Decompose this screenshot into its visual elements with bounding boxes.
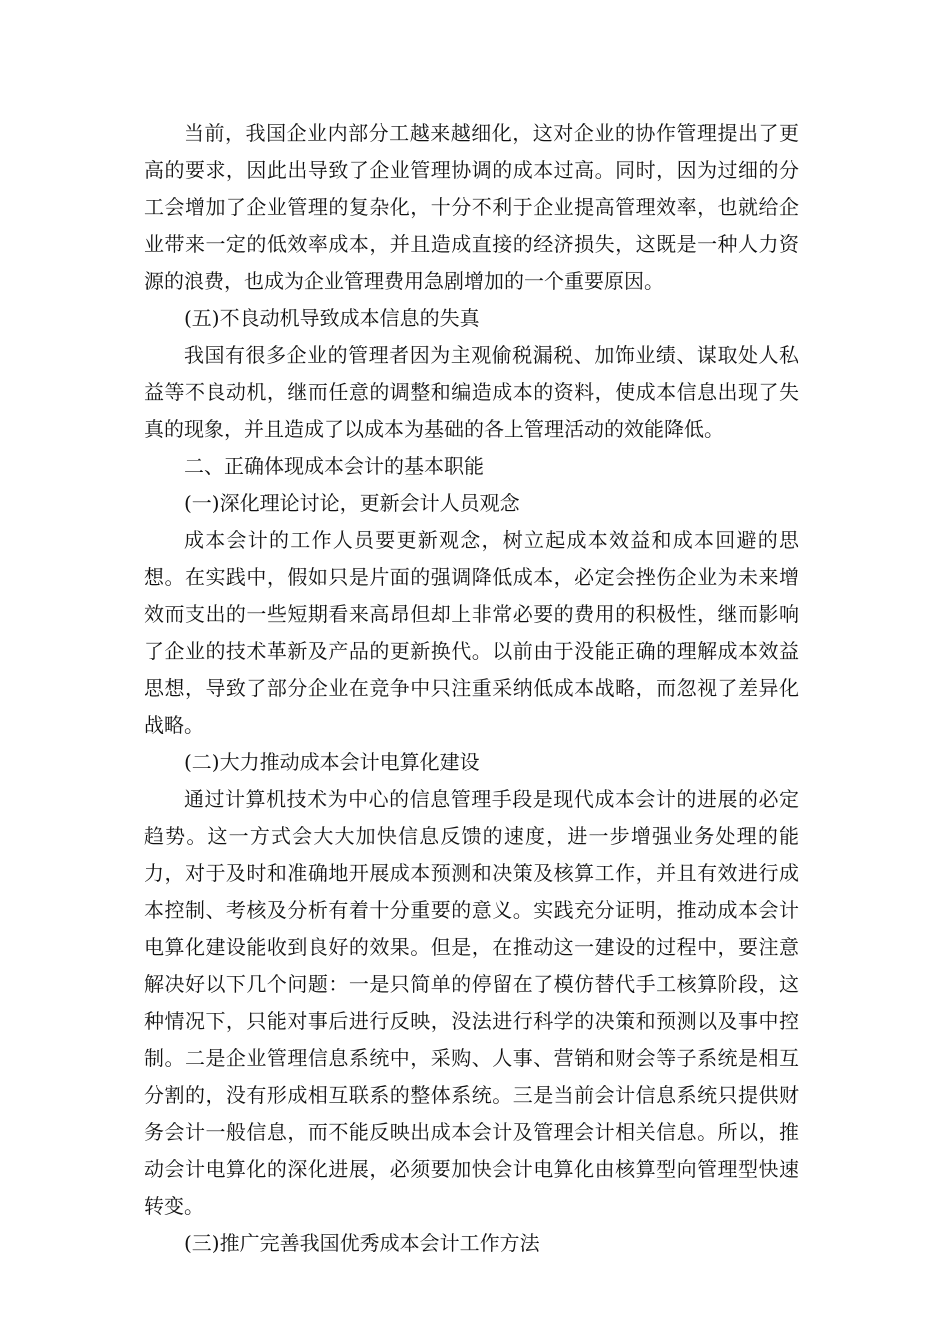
section-heading: (三)推广完善我国优秀成本会计工作方法 (184, 1231, 540, 1255)
section-heading: (一)深化理论讨论，更新会计人员观念 (184, 491, 520, 515)
document-body (144, 115, 799, 1262)
paragraph: 当前，我国企业内部分工越来越细化，这对企业的协作管理提出了更高的要求，因此出导致了企业管理协调的成本过高。同时，因为过细的分工会增加了企业管理的复杂化，十分不利于企业提高管理效率，也就给企业带来一定的低效率成本，并且造成直接的经济损失，这既是一种人力资源的浪费，也成为企业管理费用急剧增加的一个重要原因。 (144, 121, 799, 293)
section-heading: 二、正确体现成本会计的基本职能 (184, 454, 484, 478)
paragraph: 我国有很多企业的管理者因为主观偷税漏税、加饰业绩、谋取处人私益等不良动机，继而任意的调整和编造成本的资料，使成本信息出现了失真的现象，并且造成了以成本为基础的各上管理活动的效能降低。 (144, 343, 799, 441)
section-heading: (二)大力推动成本会计电算化建设 (184, 750, 480, 774)
section-heading: (五)不良动机导致成本信息的失真 (184, 306, 480, 330)
paragraph: 通过计算机技术为中心的信息管理手段是现代成本会计的进展的必定趋势。这一方式会大大加快信息反馈的速度，进一步增强业务处理的能力，对于及时和准确地开展成本预测和决策及核算工作，并且有效进行成本控制、考核及分析有着十分重要的意义。实践充分证明，推动成本会计电算化建设能收到良好的效果。但是，在推动这一建设的过程中，要注意解决好以下几个问题：一是只简单的停留在了模仿替代手工核算阶段，这种情况下，只能对事后进行反映，没法进行科学的决策和预测以及事中控制。二是企业管理信息系统中，采购、人事、营销和财会等子系统是相互分割的，没有形成相互联系的整体系统。三是当前会计信息系统只提供财务会计一般信息，而不能反映出成本会计及管理会计相关信息。所以，推动会计电算化的深化进展，必须要加快会计电算化由核算型向管理型快速转变。 (144, 787, 799, 1218)
paragraph: 成本会计的工作人员要更新观念，树立起成本效益和成本回避的思想。在实践中，假如只是片面的强调降低成本，必定会挫伤企业为未来增效而支出的一些短期看来高昂但却上非常必要的费用的积极性，继而影响了企业的技术革新及产品的更新换代。以前由于没能正确的理解成本效益思想，导致了部分企业在竞争中只注重采纳低成本战略，而忽视了差异化战略。 (144, 528, 799, 737)
